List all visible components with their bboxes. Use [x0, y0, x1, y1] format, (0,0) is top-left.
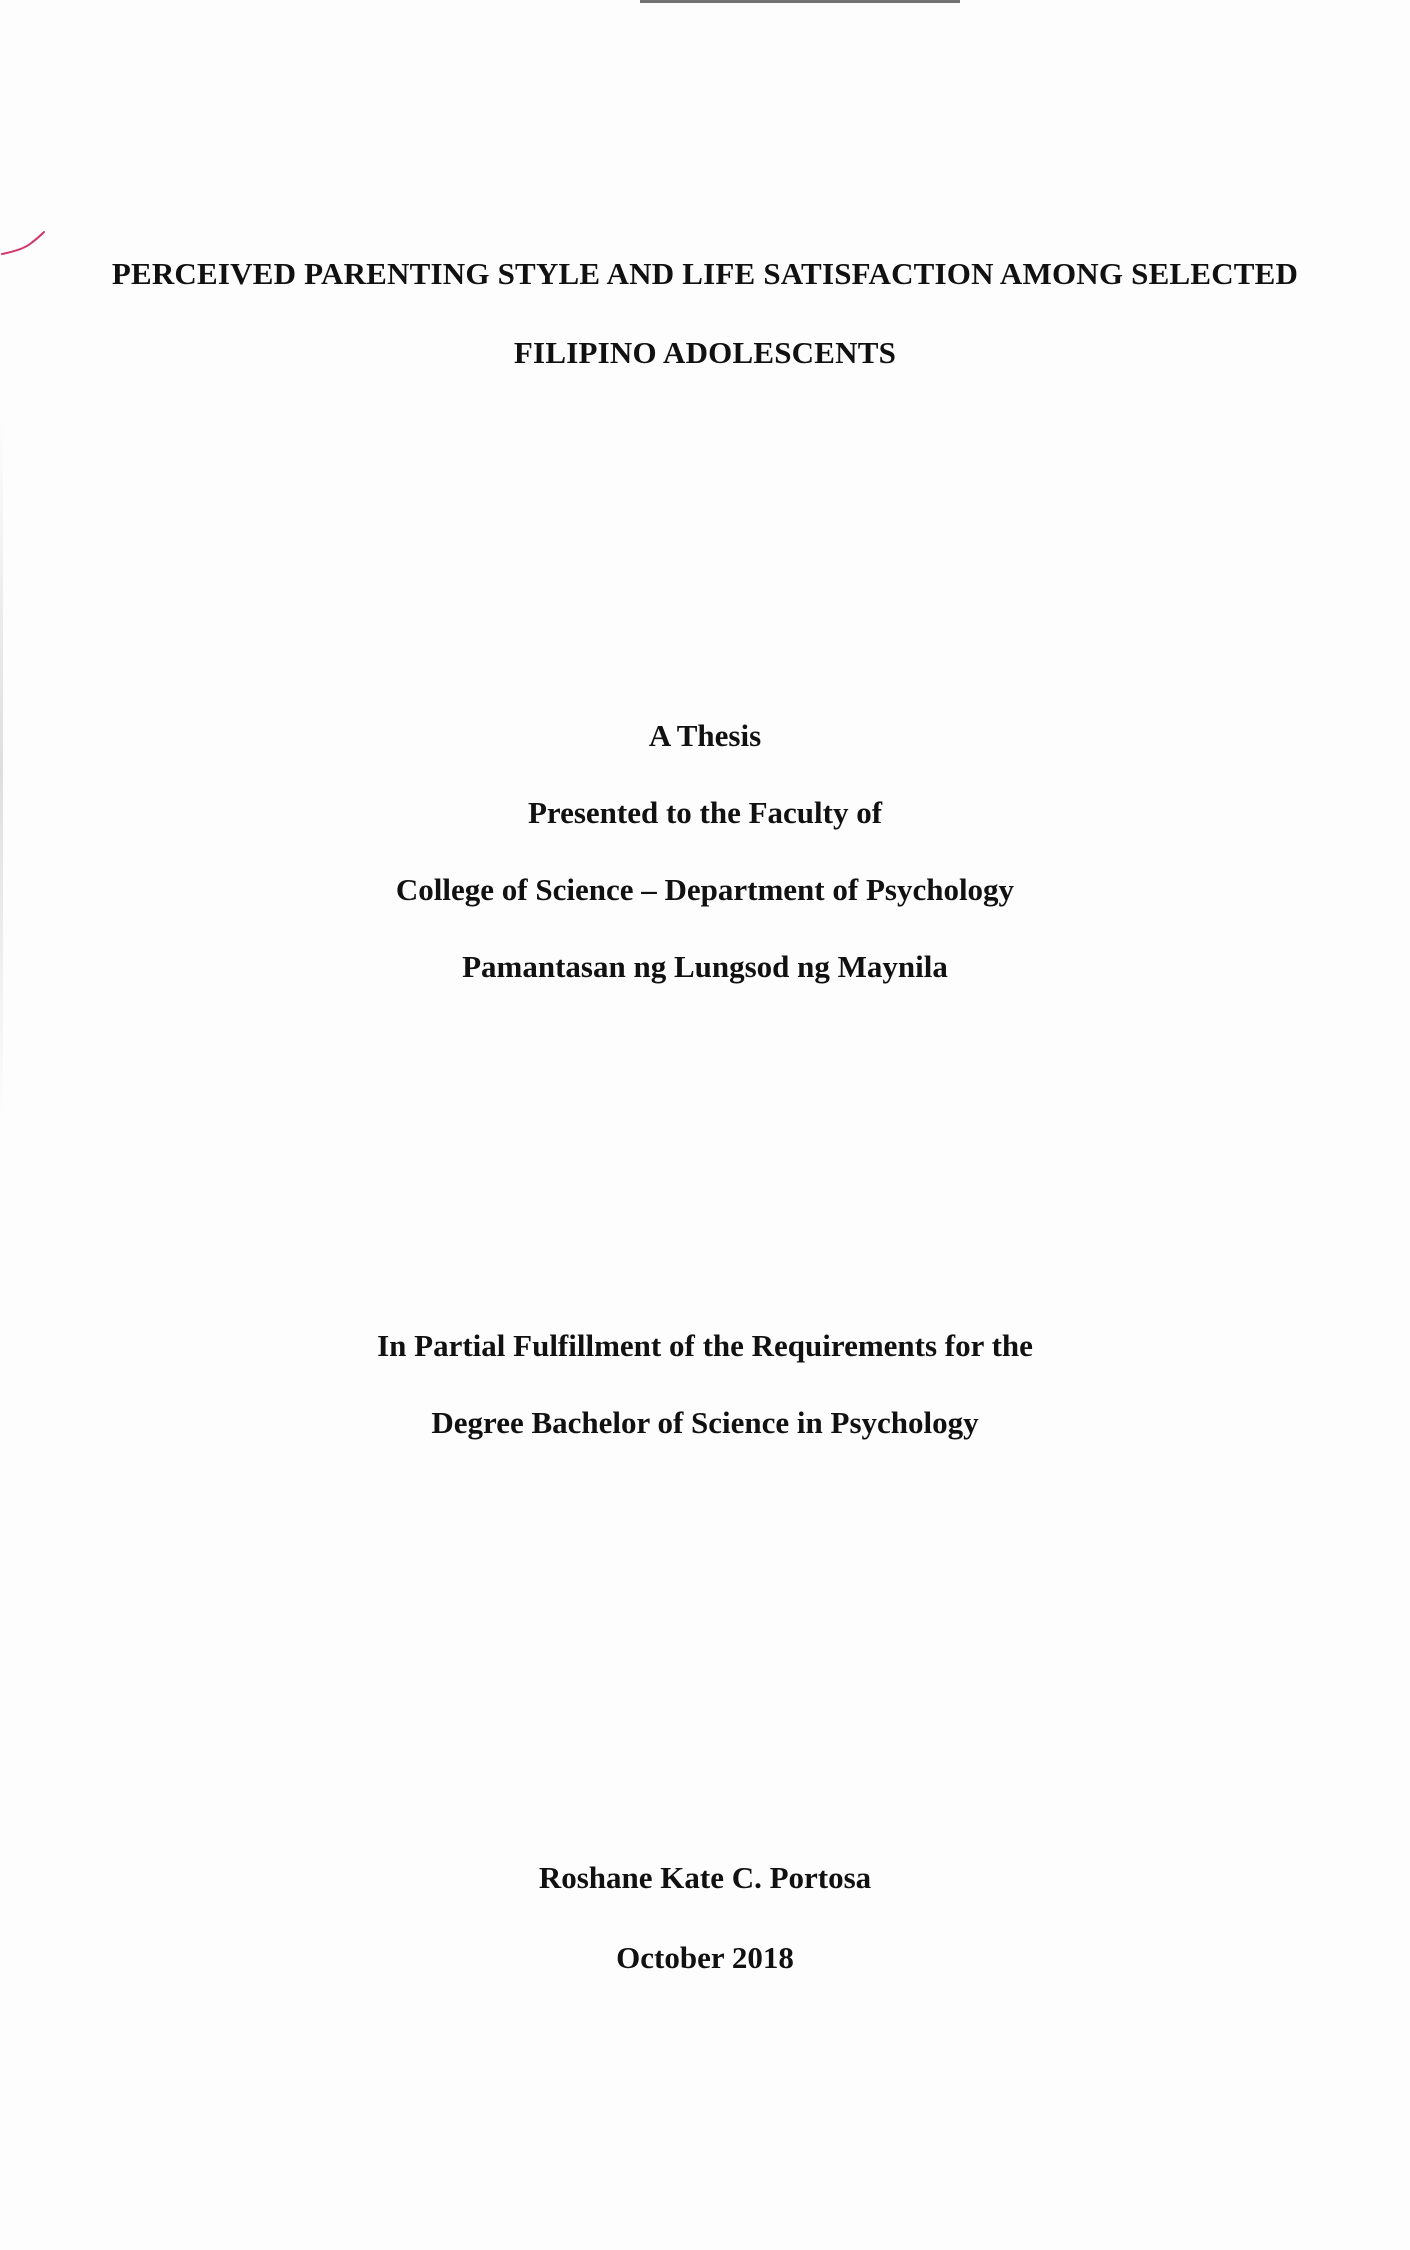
- presented-to-line: Presented to the Faculty of: [527, 795, 883, 830]
- thesis-title-line-2: FILIPINO ADOLESCENTS: [513, 335, 897, 370]
- thesis-label: A Thesis: [648, 718, 762, 753]
- fulfillment-line-1: In Partial Fulfillment of the Requirements for the: [377, 1328, 1033, 1363]
- scan-artifact-top: [640, 0, 960, 3]
- scan-artifact-edge: [0, 420, 3, 1120]
- college-line: College of Science – Department of Psychology: [395, 872, 1015, 907]
- fulfillment-line-2: Degree Bachelor of Science in Psychology: [431, 1405, 979, 1440]
- author-name: Roshane Kate C. Portosa: [538, 1860, 872, 1895]
- submission-date: October 2018: [616, 1940, 794, 1975]
- university-line: Pamantasan ng Lungsod ng Maynila: [462, 949, 948, 984]
- thesis-title-line-1: PERCEIVED PARENTING STYLE AND LIFE SATISFACTION AMONG SELECTED: [111, 256, 1299, 291]
